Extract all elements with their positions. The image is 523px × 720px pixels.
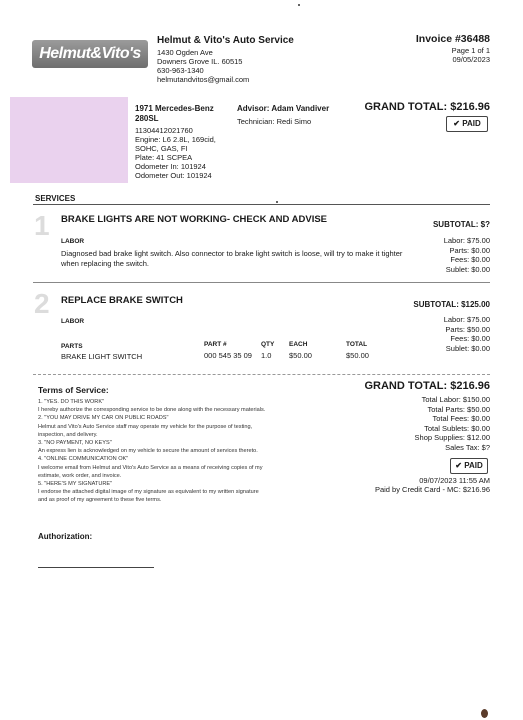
signature-line[interactable] — [38, 567, 154, 568]
term-line: 5. "HERE'S MY SIGNATURE" — [38, 481, 113, 488]
part-total: $50.00 — [346, 351, 369, 360]
term-line: Helmut and Vito's Auto Service staff may operate my vehicle for the purpose of testing, — [38, 423, 253, 430]
job-2-labor: Labor: $75.00 — [443, 315, 490, 324]
total-labor: Total Labor: $150.00 — [421, 395, 490, 404]
payment-date: 09/07/2023 11:55 AM — [419, 476, 490, 485]
job-1-sublet: Sublet: $0.00 — [445, 264, 490, 274]
job-2-number: 2 — [34, 288, 50, 319]
job-2-labor-label: LABOR — [61, 318, 85, 325]
grand-total: GRAND TOTAL: $216.96 — [364, 380, 490, 392]
job-2-sublet: Sublet: $0.00 — [445, 343, 490, 353]
header-grand-total: GRAND TOTAL: $216.96 — [364, 101, 490, 113]
term-line: and as proof of my agreement to these five terms. — [38, 497, 162, 504]
total-fees: Total Fees: $0.00 — [432, 414, 490, 423]
technician: Technician: Redi Simo — [237, 117, 312, 126]
parts-header-number: PART # — [204, 341, 227, 348]
shop-supplies: Shop Supplies: $12.00 — [414, 433, 490, 442]
job-1-title: BRAKE LIGHTS ARE NOT WORKING- CHECK AND ADVISE — [61, 214, 327, 225]
paid-label: PAID — [464, 461, 483, 470]
term-line: I endorse the attached digital image of my signature as equivalent to my written signature — [38, 489, 259, 496]
part-each: $50.00 — [289, 351, 312, 360]
shop-address-1: 1430 Ogden Ave — [157, 48, 213, 57]
check-icon: ✔ — [453, 119, 460, 128]
vehicle-engine-1: Engine: L6 2.8L, 169cid, — [135, 135, 216, 144]
job-1-amounts — [444, 236, 490, 274]
scan-speck — [481, 709, 488, 718]
totals-block — [415, 395, 490, 452]
term-line: 2. "YOU MAY DRIVE MY CAR ON PUBLIC ROADS" — [38, 415, 169, 422]
parts-header-total: TOTAL — [346, 341, 368, 348]
term-line: I welcome email from Helmut and Vito's Auto Service as a means of receiving copies of my — [38, 464, 263, 471]
terms-title: Terms of Service: — [38, 385, 109, 395]
check-icon: ✔ — [455, 461, 462, 470]
shop-phone: 630-963-1340 — [157, 66, 204, 75]
total-parts: Total Parts: $50.00 — [427, 404, 490, 414]
invoice-date: 09/05/2023 — [452, 55, 490, 64]
parts-header-qty: QTY — [261, 341, 275, 348]
parts-header-name: PARTS — [61, 343, 83, 350]
job-2-title: REPLACE BRAKE SWITCH — [61, 295, 183, 306]
services-rule — [33, 204, 490, 205]
job-1-fees: Fees: $0.00 — [450, 255, 490, 264]
vehicle-model-2: 280SL — [135, 114, 159, 123]
job-2-fees: Fees: $0.00 — [450, 334, 490, 343]
services-heading: SERVICES — [35, 194, 76, 203]
totals-paid-badge — [450, 458, 488, 474]
job-1-labor-label: LABOR — [61, 238, 85, 245]
shop-name: Helmut & Vito's Auto Service — [157, 35, 294, 46]
shop-email[interactable]: helmutandvitos@gmail.com — [157, 75, 250, 84]
term-line: 1. "YES. DO THIS WORK" — [38, 399, 105, 405]
job-1-subtotal: SUBTOTAL: $? — [432, 220, 490, 229]
totals-rule — [33, 374, 490, 376]
job-1-description: Diagnosed bad brake light switch. Also connector to brake light switch is loose, will try to make it tighter when replacing the switch. — [61, 249, 403, 268]
terms-list — [38, 398, 323, 505]
invoice-page: Page 1 of 1 — [451, 46, 490, 55]
part-number: 000 545 35 09 — [204, 351, 252, 360]
job-1-rule — [33, 282, 490, 283]
vehicle-engine-2: SOHC, GAS, FI — [135, 144, 188, 153]
service-advisor: Advisor: Adam Vandiver — [237, 104, 330, 113]
part-name: BRAKE LIGHT SWITCH — [61, 352, 143, 361]
vehicle-model-1: 1971 Mercedes-Benz — [135, 104, 214, 113]
job-2-subtotal: SUBTOTAL: $125.00 — [413, 300, 490, 309]
vehicle-odometer-out: Odometer Out: 101924 — [135, 171, 212, 180]
term-line: 3. "NO PAYMENT, NO KEYS" — [38, 440, 112, 447]
vehicle-vin: 11304412021760 — [135, 126, 193, 135]
job-1-number: 1 — [34, 210, 50, 241]
vehicle-odometer-in: Odometer In: 101924 — [135, 162, 206, 171]
job-1-labor: Labor: $75.00 — [443, 236, 490, 245]
invoice-number: Invoice #36488 — [415, 33, 490, 45]
authorization-label: Authorization: — [38, 532, 93, 541]
total-sublets: Total Sublets: $0.00 — [424, 423, 490, 433]
term-line: inspection, and delivery. — [38, 431, 98, 438]
paid-badge — [446, 116, 488, 132]
job-1-parts: Parts: $0.00 — [449, 245, 490, 255]
term-line: An express lien is acknowledged on my vehicle to secure the amount of services thereto. — [38, 448, 258, 455]
payment-method: Paid by Credit Card - MC: $216.96 — [374, 485, 490, 494]
shop-logo: Helmut&Vito's — [32, 40, 148, 68]
job-2-parts: Parts: $50.00 — [445, 324, 490, 334]
job-2-amounts — [444, 315, 490, 353]
sales-tax: Sales Tax: $? — [445, 442, 490, 452]
scan-speck — [298, 4, 300, 6]
part-qty: 1.0 — [261, 351, 272, 360]
term-line: 4. "ONLINE COMMUNICATION OK" — [38, 456, 129, 463]
redacted-customer-block — [10, 97, 128, 183]
shop-address-2: Downers Grove IL. 60515 — [157, 57, 243, 66]
term-line: estimate, work order, and invoice. — [38, 472, 122, 479]
term-line: I hereby authorize the corresponding service to be done along with the necessary materials. — [38, 407, 266, 414]
vehicle-plate: Plate: 41 SCPEA — [135, 153, 193, 162]
paid-label: PAID — [462, 119, 481, 128]
speck — [276, 201, 278, 203]
parts-header-each: EACH — [289, 341, 308, 348]
